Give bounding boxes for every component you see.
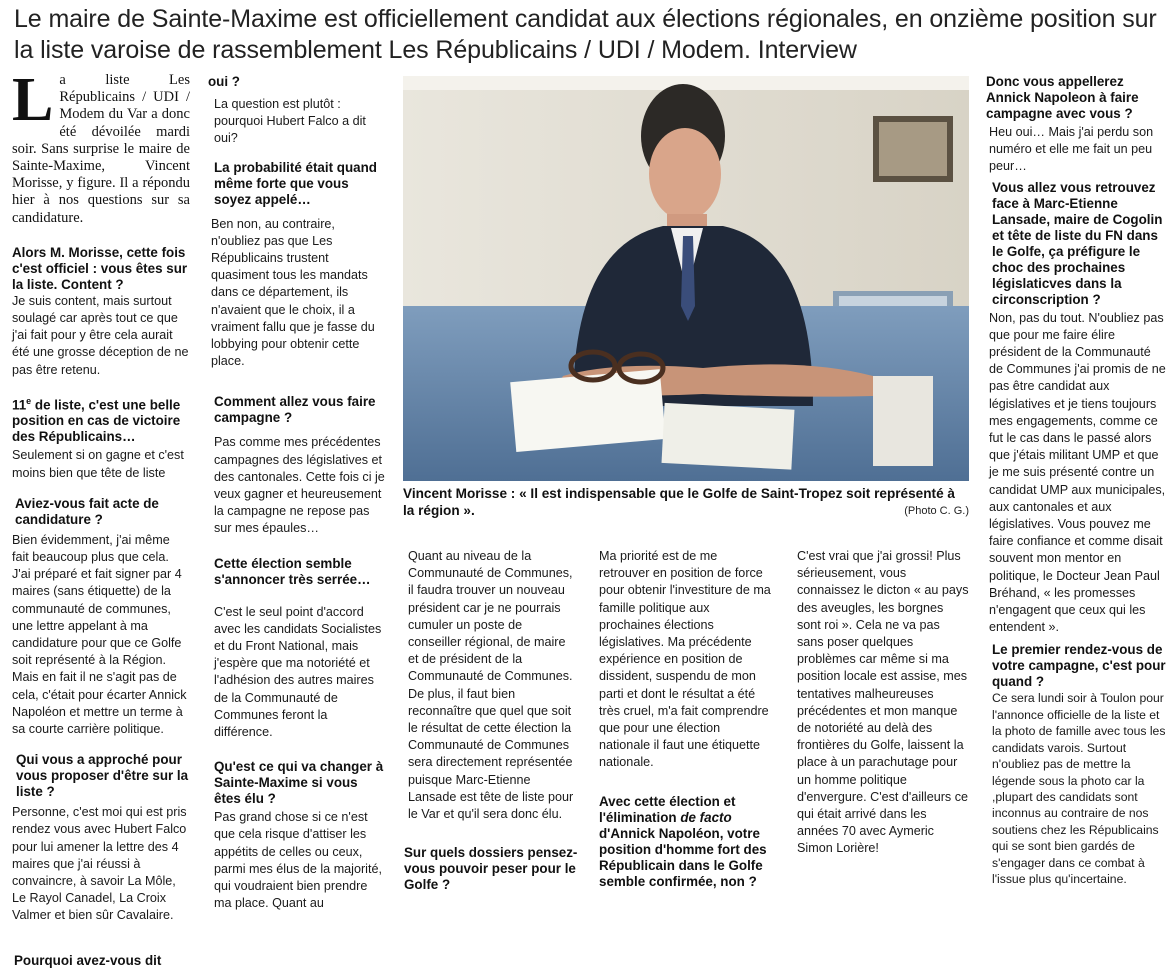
question: Vous allez vous retrouvez face à Marc-Etienne Lansade, maire de Cogolin et tête de liste du FN dans le Golfe, ça préfigure le choc des prochaines législaticves dans la circonscription ? (992, 179, 1163, 307)
question: Le premier rendez-vous de votre campagne, c'est pour quand ? (992, 642, 1166, 690)
question: Aviez-vous fait acte de candidature ? (15, 495, 159, 527)
question: Sur quels dossiers pensez-vous pouvoir peser pour le Golfe ? (404, 845, 578, 893)
answer: Ma priorité est de me retrouver en position de force pour obtenir l'investiture de ma famille politique aux prochaines élections législatives. Ma précédente expérience en position de dissident, suspendu de mon parti et dont le résultat a été très cruel, m'a fait comprendre que pour une élection nationale il faut une étiquette nationale. (599, 549, 771, 770)
intro-paragraph (12, 66, 190, 227)
question: Qui vous a approché pour vous proposer d'être sur la liste ? (16, 752, 189, 800)
emphasis: de facto (680, 809, 732, 825)
question: Cette élection semble s'annoncer très serrée… (214, 555, 371, 587)
question: Pourquoi avez-vous dit (14, 952, 162, 968)
superscript: e (26, 395, 32, 406)
question (599, 794, 771, 890)
answer: Seulement si on gagne et c'est moins bien que tête de liste (12, 448, 184, 480)
column-6 (986, 74, 1168, 887)
question-text: Avec cette élection et l'élimination (599, 793, 736, 825)
question-text: de liste, c'est une belle position en cas de victoire des Républicains… (12, 397, 181, 445)
answer: Personne, c'est moi qui est pris rendez vous avec Hubert Falco pour lui amener la lettre des 4 maires que j'ai réussi à convaincre, à savoir La Môle, Le Rayol Canadel, La Croix Valmer et bien sûr Cavalaire. (12, 805, 187, 923)
column-5 (797, 548, 969, 858)
photo-illustration (403, 76, 969, 481)
photo-credit: (Photo C. G.) (904, 505, 969, 517)
answer: Pas comme mes précédentes campagnes des législatives et des cantonales. Cette fois ci je veux gagner et heureusement la campagne ne repose pas sur mes épaules… (214, 435, 385, 536)
answer: Heu oui… Mais j'ai perdu son numéro et elle me fait un peu peur… (989, 125, 1154, 174)
answer: C'est vrai que j'ai grossi! Plus sérieusement, vous connaissez le dicton « au pays des aveugles, les borgnes sont roi ». Cela ne va pas sans poser quelques problèmes car même si ma position locale est assise, mes tentatives malheureuses précédentes et mon manque de notoriété au delà des frontières du Golfe, laissent la place à un parachutage pour un homme politique d'envergure. C'est d'ailleurs ce qui était arrivé dans les années 70 avec Aymeric Simon Lorière! (797, 549, 969, 856)
intro-text: a liste Les Républicains / UDI / Modem du Var a donc été dévoilée mardi soir. Sans surprise le maire de Sainte-Maxime, Vincent Morisse, y figure. Il a répondu hier à nos questions sur sa candidature. (12, 72, 190, 226)
column-4 (599, 548, 771, 890)
answer: C'est le seul point d'accord avec les candidats Socialistes et du Front National, mais j'espère que ma notoriété et l'adhésion des autres maires de la Communauté de Communes feront la différence. (214, 604, 382, 740)
answer: Non, pas du tout. N'oubliez pas que pour me faire élire président de la Communauté de Communes j'ai promis de ne pas être candidat aux législatives et je tiens toujours mes engagements, comme ce fut le cas dans le passé alors que j'étais militant UMP et que je me suis présenté contre un candidat UMP aux municipales, aux cantonales et aux législatives. Vous pouvez me faire confiance et comme disait souvent mon mentor en politique, le Docteur Jean Paul Bréhand, « les promesses n'engagent que ceux qui les entendent ». (989, 310, 1166, 635)
answer: Bien évidemment, j'ai même fait beaucoup plus que cela. J'ai préparé et fait signer par 4 maires (sans étiquette) de la communauté de communes, une lettre appelant à ma candidature pour que ce Golfe soit représenté à la Région. Mais en fait il ne s'agit pas de cela, c'était pour écarter Annick Napoléon et mettre un terme à sa courte carrière politique. (12, 532, 187, 736)
question: Comment allez vous faire campagne ? (214, 394, 376, 426)
dropcap: L (12, 66, 54, 134)
answer: Quant au niveau de la Communauté de Communes, il faudra trouver un nouveau président car je ne pourrais cumuler un poste de conseiller régional, de maire et de président de la Communauté de Communes. De plus, il faut bien reconnaître que quel que soit le résultat de cette élection la Communauté de Communes sera directement représentée puisque Marc-Etienne Lansade est tête de liste pour le Var et qu'il sera donc élu. (408, 549, 574, 822)
answer: La question est plutôt : pourquoi Hubert Falco a dit oui? (214, 97, 366, 146)
question: Alors M. Morisse, cette fois c'est officiel : vous êtes sur la liste. Content ? (12, 244, 188, 292)
answer: Je suis content, mais surtout soulagé car après tout ce que j'ai fait pour y être cela aurait été une grosse déception de ne pas être retenu. (12, 293, 189, 377)
question: Donc vous appellerez Annick Napoleon à faire campagne avec vous ? (986, 74, 1139, 121)
column-1 (12, 66, 190, 969)
answer: Pas grand chose si ce n'est que cela risque d'attiser les appétits de celles ou ceux, parmi mes élus de la majorité, qui voudraient bien prendre ma place. Quant au (214, 810, 382, 911)
article-photo (403, 76, 969, 481)
answer: Ce sera lundi soir à Toulon pour l'annonce officielle de la liste et la photo de famille avec tous les candidats varois. Surtout n'oubliez pas de mettre la légende sous la photo car la ,plupart des candidats sont inconnus au contraire de nos soutiens chez les Républicains qui se sont bien gardés de s'engager dans ce combat à l'issue plus qu'incertaine. (992, 691, 1166, 886)
question (12, 393, 190, 445)
article-subtitle: Le maire de Sainte-Maxime est officiellement candidat aux élections régionales, en onzième position sur la liste varoise de rassemblement Les Républicains / UDI / Modem. Interview (14, 5, 1157, 64)
question: La probabilité était quand même forte que vous soyez appelé… (214, 159, 377, 207)
photo-caption: Vincent Morisse : « Il est indispensable que le Golfe de Saint-Tropez soit représenté à la région ». (403, 486, 955, 518)
answer: Ben non, au contraire, n'oubliez pas que Les Républicains trustent quasiment tous les mandats dans ce département, ils n'avaient que le choix, il a vraiment fallu que je fasse du lobbying pour obtenir cette place. (211, 216, 375, 369)
question-text: d'Annick Napoléon, votre position d'homme fort des Républicain dans le Golfe semble confirmée, non ? (599, 825, 767, 889)
question: oui ? (208, 74, 240, 89)
column-3 (404, 548, 578, 893)
column-2 (208, 74, 386, 913)
question-number: 11 (12, 397, 27, 413)
question: Qu'est ce qui va changer à Sainte-Maxime si vous êtes élu ? (214, 759, 384, 807)
